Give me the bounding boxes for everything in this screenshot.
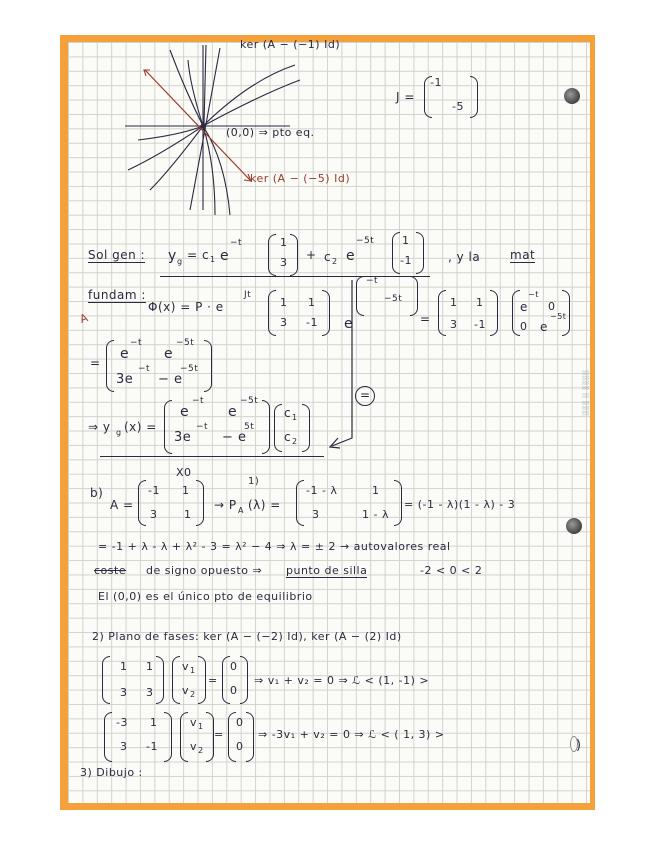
- v2-sub: 2: [190, 690, 196, 699]
- paren: [302, 404, 310, 452]
- z1: 0: [230, 660, 238, 673]
- k1-22: 3: [146, 686, 154, 699]
- jordan-label: J =: [396, 90, 415, 104]
- paren: [180, 712, 188, 762]
- k1-11: 1: [120, 660, 128, 673]
- yg-prefix: ⇒ y: [88, 420, 111, 434]
- yg-symbol: y: [168, 248, 177, 264]
- paren: [268, 234, 276, 276]
- a21: 3: [150, 508, 158, 521]
- inequality: -2 < 0 < 2: [420, 564, 483, 577]
- a-label: A =: [110, 498, 134, 512]
- trail-text: , y la: [448, 250, 481, 264]
- jordan-paren-right: [470, 76, 478, 118]
- paren: [416, 232, 424, 274]
- paren: [164, 400, 172, 454]
- m11-sup: −t: [192, 396, 205, 406]
- r2c1-sup: −t: [138, 364, 151, 374]
- phi-sup: Jt: [244, 290, 252, 300]
- divider-line: [100, 456, 324, 457]
- paren: [562, 290, 570, 336]
- p12: 1: [308, 296, 316, 309]
- r1c2: e: [164, 346, 174, 362]
- expj-5t: −5t: [384, 294, 403, 304]
- d12: 0: [548, 300, 556, 313]
- x0-label: X0: [176, 466, 192, 479]
- dibujo-label: 3) Dibujo :: [80, 766, 143, 779]
- a12: 1: [182, 484, 190, 497]
- kernel-result-1: ⇒ v₁ + v₂ = 0 ⇒ ℒ < (1, -1) >: [254, 674, 430, 687]
- arrow-p-sub: A: [238, 506, 244, 515]
- phi-result-eq: =: [90, 356, 101, 370]
- paren: [490, 290, 498, 336]
- eigen-line: = -1 + λ - λ + λ² - 3 = λ² − 4 ⇒ λ = ± 2 → autovalores real: [98, 540, 451, 553]
- m12-sup: −5t: [240, 396, 259, 406]
- red-marker: A: [78, 311, 91, 326]
- exp2-sup: −5t: [356, 236, 375, 246]
- c1: c: [202, 248, 210, 262]
- p22: -1: [306, 316, 318, 329]
- paren: [512, 290, 520, 336]
- plano-title: 2) Plano de fases: ker (A − (−2) Id), ker (A − (2) Id): [92, 630, 402, 643]
- eq: =: [208, 674, 218, 687]
- equilibrium-sentence: El (0,0) es el único pto de equilibrio: [98, 590, 313, 603]
- paren: [410, 276, 418, 316]
- yg-sub: g: [116, 428, 122, 437]
- m21-sup: −t: [196, 422, 209, 432]
- paren: [296, 480, 304, 526]
- paren: [392, 232, 400, 274]
- paren: [204, 340, 212, 392]
- v2b: v: [190, 740, 198, 753]
- paren: [262, 400, 270, 454]
- yc1: c: [284, 406, 292, 420]
- k2-12: 1: [150, 716, 158, 729]
- equals: =: [187, 248, 198, 262]
- part-b-label: b): [90, 486, 104, 500]
- yg-arg: (x) =: [124, 420, 157, 434]
- v2-bot: -1: [400, 254, 412, 267]
- paren: [268, 290, 276, 336]
- k1-21: 3: [120, 686, 128, 699]
- k2-22: -1: [146, 740, 158, 753]
- d11: e: [520, 300, 528, 314]
- v2b-sub: 2: [198, 746, 204, 755]
- d22: e: [540, 320, 548, 334]
- pm21: 3: [312, 508, 320, 521]
- m12: e: [228, 404, 238, 420]
- z3: 0: [236, 716, 244, 729]
- one-label: 1): [248, 476, 260, 487]
- saddle-point: punto de silla: [286, 564, 368, 577]
- paren: [438, 290, 446, 336]
- pm22: 1 - λ: [362, 508, 389, 521]
- c2: c: [324, 250, 332, 264]
- eq: =: [214, 728, 224, 741]
- phi-expr: Φ(x) = P · e: [148, 300, 224, 314]
- v1-sub: 1: [190, 666, 196, 675]
- circled-equals: =: [355, 386, 375, 406]
- k2-21: 3: [120, 740, 128, 753]
- expj-t: −t: [366, 276, 379, 286]
- paren: [394, 480, 402, 526]
- watermark: ░░░░ ░ ░░░: [581, 370, 589, 417]
- c1-sub: 1: [210, 255, 216, 264]
- f21: 3: [450, 318, 458, 331]
- divider-line: [160, 276, 430, 277]
- paren: [104, 712, 112, 762]
- r1c2-sup: −5t: [176, 338, 195, 348]
- k1-12: 1: [146, 660, 154, 673]
- equilibrium-label: (0,0) ⇒ pto eq.: [226, 126, 315, 139]
- paren: [102, 656, 110, 704]
- yc2: c: [284, 430, 292, 444]
- f11: 1: [450, 296, 458, 309]
- a11: -1: [148, 484, 160, 497]
- eq-sign: =: [420, 312, 431, 326]
- d21: 0: [520, 320, 528, 333]
- pm12: 1: [372, 484, 380, 497]
- exp1-sup: −t: [230, 238, 243, 248]
- kernel-result-2: ⇒ -3v₁ + v₂ = 0 ⇒ ℒ < ( 1, 3) >: [258, 728, 445, 741]
- arrow-p: → P: [214, 498, 237, 512]
- paren: [274, 404, 282, 452]
- r1c1: e: [120, 346, 130, 362]
- v1b: v: [190, 716, 198, 729]
- paren: [196, 480, 204, 526]
- v2: v: [182, 684, 190, 697]
- m21: 3e: [174, 430, 192, 445]
- pm11: -1 - λ: [306, 484, 338, 497]
- margin-mark: ): [576, 738, 582, 753]
- d22-sup: −5t: [550, 312, 567, 321]
- connector-arrow: [318, 278, 368, 453]
- r2c1: 3e: [116, 372, 134, 387]
- r1c1-sup: −t: [130, 338, 143, 348]
- exp-e: e: [344, 316, 354, 332]
- f22: -1: [474, 318, 486, 331]
- exp2: e: [346, 248, 356, 264]
- paren: [206, 712, 214, 762]
- v1-bot: 3: [280, 256, 288, 269]
- yc1-sub: 1: [292, 413, 298, 422]
- v2-top: 1: [402, 234, 410, 247]
- z2: 0: [230, 684, 238, 697]
- fundam-label: fundam :: [88, 288, 146, 302]
- binder-hole: [566, 518, 582, 534]
- m11: e: [180, 404, 190, 420]
- paren: [198, 656, 206, 704]
- paren: [228, 712, 236, 762]
- p21: 3: [280, 316, 288, 329]
- m22: − e: [222, 430, 247, 445]
- paren: [172, 656, 180, 704]
- a22: 1: [184, 508, 192, 521]
- paren: [106, 340, 114, 392]
- k2-11: -3: [116, 716, 128, 729]
- kernel-label-top: ker (A − (−1) Id): [240, 38, 341, 51]
- paren: [240, 656, 248, 704]
- strikethrough-word: coste: [94, 564, 127, 577]
- paren: [290, 234, 298, 276]
- poly-label: (λ) =: [248, 498, 281, 512]
- p11: 1: [280, 296, 288, 309]
- c2-sub: 2: [332, 257, 338, 266]
- z4: 0: [236, 740, 244, 753]
- f12: 1: [476, 296, 484, 309]
- m22-sup: 5t: [244, 422, 255, 432]
- r2c2-sup: −5t: [180, 364, 199, 374]
- kernel-label-red: ker (A − (−5) Id): [250, 172, 351, 185]
- paren: [138, 480, 146, 526]
- poly-result: = (-1 - λ)(1 - λ) - 3: [404, 498, 516, 511]
- paren: [246, 712, 254, 762]
- sol-gen-label: Sol gen :: [88, 248, 146, 262]
- sign-text: de signo opuesto ⇒: [146, 564, 263, 577]
- yg-subscript: g: [177, 257, 183, 266]
- plus: +: [306, 248, 317, 262]
- exp1: e: [220, 248, 230, 264]
- paren: [156, 656, 164, 704]
- v1-top: 1: [280, 236, 288, 249]
- yc2-sub: 2: [292, 437, 298, 446]
- paren: [222, 656, 230, 704]
- binder-hole: [564, 88, 580, 104]
- v1b-sub: 1: [198, 722, 204, 731]
- jordan-a11: -1: [430, 76, 442, 89]
- paren: [164, 712, 172, 762]
- d11-sup: −t: [528, 290, 539, 299]
- mat-word: mat: [510, 248, 536, 262]
- r2c2: − e: [158, 372, 183, 387]
- jordan-a22: -5: [452, 100, 464, 113]
- v1: v: [182, 660, 190, 673]
